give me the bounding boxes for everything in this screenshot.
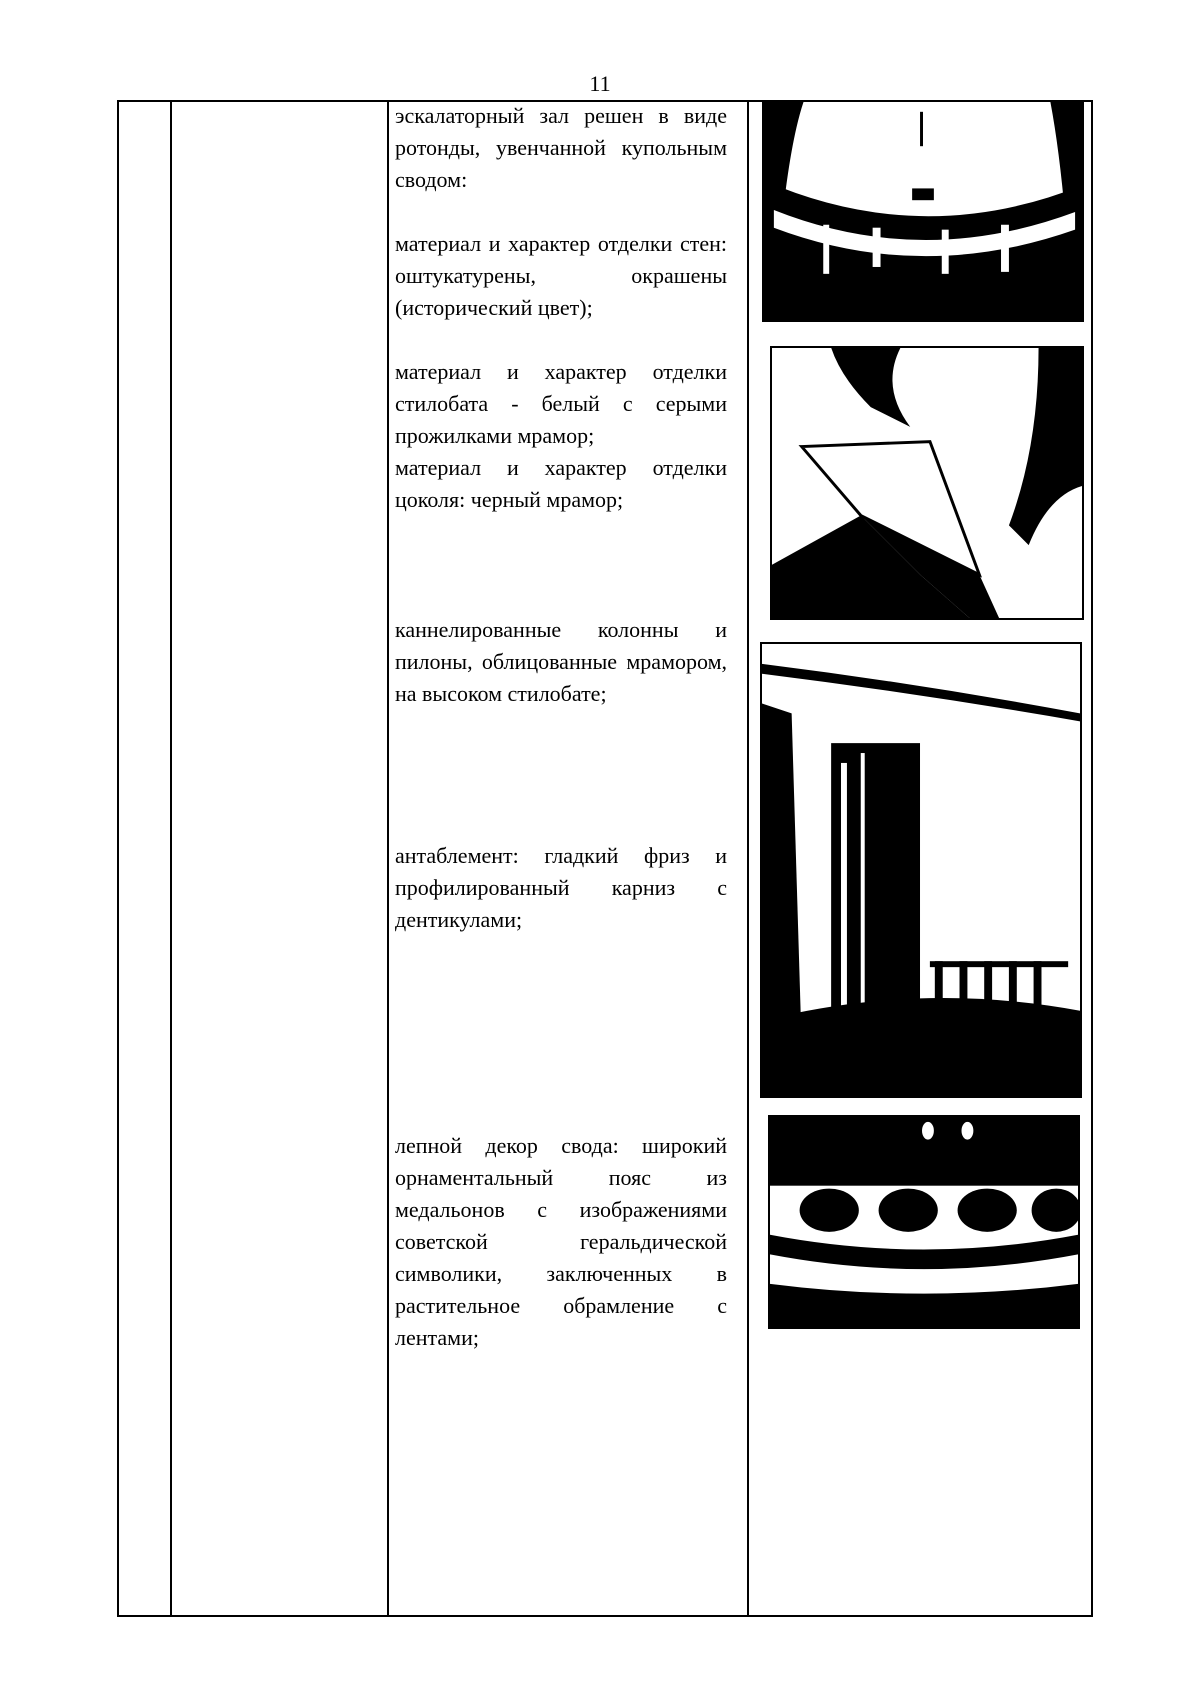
column-divider-2: [387, 102, 389, 1615]
list-item: антаблемент: гладкий фриз и профилированный карниз с дентикулами;: [395, 843, 727, 932]
list-item: лепной декор свода: широкий орнаментальный пояс из медальонов с изображениями советской геральдической символики, заключенных в растительное обрамление с лентами;: [395, 1133, 727, 1350]
list-item: каннелированные колонны и пилоны, облицованные мрамором, на высоком стилобате;: [395, 617, 727, 706]
page-number: 11: [589, 71, 611, 96]
list-item: эскалаторный зал решен в виде ротонды, увенчанной купольным сводом:: [395, 103, 727, 192]
list-item: материал и характер отделки стилобата - белый с серыми прожилками мрамор;: [395, 359, 727, 448]
stylobate-marble-photo: [770, 346, 1084, 620]
columns-pylons-photo: [760, 642, 1082, 1098]
vault-decor-photo: [768, 1115, 1080, 1329]
escalator-hall-dome-photo: [762, 100, 1084, 322]
column-divider-1: [170, 102, 172, 1615]
list-item: материал и характер отделки стен: оштукатурены, окрашены (исторический цвет);: [395, 231, 727, 320]
column-divider-3: [747, 102, 749, 1615]
list-item: материал и характер отделки цоколя: черный мрамор;: [395, 455, 727, 512]
